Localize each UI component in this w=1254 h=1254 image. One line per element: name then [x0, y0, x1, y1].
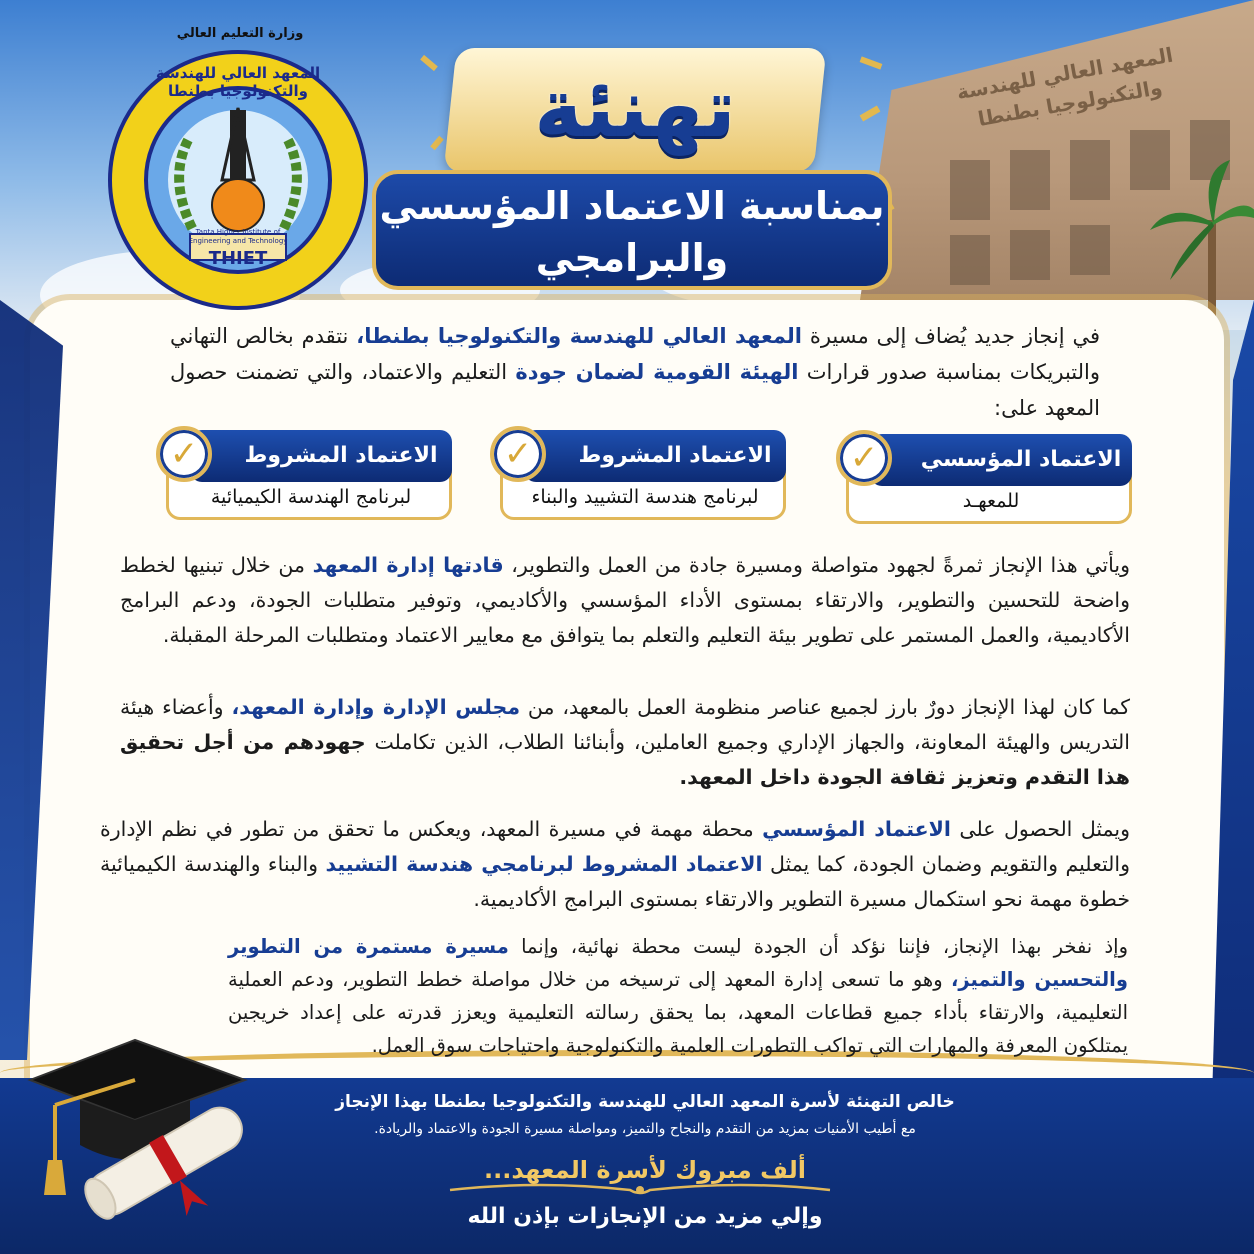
- paragraph-text: كما كان لهذا الإنجاز دورٌ بارز لجميع عناصر منظومة العمل بالمعهد، من: [520, 695, 1130, 719]
- logo-english-name: Tanta Higher Institute of Engineering and Technology: [188, 228, 288, 245]
- paragraph-highlight: الاعتماد المشروط لبرنامجي هندسة التشييد: [325, 852, 763, 876]
- building-sign: المعهد العالي للهندسة والتكنولوجيا بطنطا: [954, 42, 1175, 132]
- card-caption: لبرنامج الهندسة الكيميائية: [210, 486, 412, 508]
- paragraph-contributors: [120, 690, 1130, 795]
- palm-icon: [1150, 160, 1254, 320]
- accreditation-card-institutional: [836, 434, 1134, 524]
- paragraph-highlight: مجلس الإدارة وإدارة المعهد،: [231, 695, 521, 719]
- paragraph-text: وهو ما تسعى إدارة المعهد إلى ترسيخه من خلال مواصلة خطط التطوير، ودعم العملية التعليمية، والارتقاء بأداء جميع قطاعات المعهد، بما يحقق رسالته التعليمية ويعزز قدرته على إعداد خريجين يمتلكون المعرفة والمهارات التي تواكب التطورات العلمية والتكنولوجية واحتياجات سوق العمل.: [228, 968, 1128, 1057]
- paragraph-achievement: [120, 548, 1130, 653]
- intro-text: في إنجاز جديد يُضاف إلى مسيرة: [802, 324, 1101, 348]
- footer-message: [230, 1088, 1060, 1234]
- check-icon: ✓: [836, 430, 892, 486]
- subtitle-banner: [372, 170, 892, 290]
- footer-closing: وإلي مزيد من الإنجازات بإذن الله: [467, 1204, 823, 1229]
- subtitle-line-2: والبرامجي: [535, 236, 729, 280]
- paragraph-text: ويأتي هذا الإنجاز ثمرةً لجهود متواصلة ومسيرة جادة من العمل والتطوير،: [503, 553, 1130, 577]
- check-icon: ✓: [156, 426, 212, 482]
- gold-flourish: [440, 1180, 840, 1200]
- logo-abbreviation: THIET: [208, 248, 268, 269]
- card-caption: لبرنامج هندسة التشييد والبناء: [531, 486, 759, 508]
- footer-congrats-line: خالص التهنئة لأسرة المعهد العالي للهندسة والتكنولوجيا بطنطا بهذا الإنجاز: [335, 1092, 955, 1112]
- subtitle-line-1: بمناسبة الاعتماد المؤسسي: [379, 184, 885, 228]
- card-title: الاعتماد المشروط: [524, 430, 786, 482]
- paragraph-bold: جهودهم من أجل تحقيق هذا التقدم وتعزيز ثقافة الجودة داخل المعهد.: [120, 730, 1130, 789]
- card-title: الاعتماد المؤسسي: [870, 434, 1132, 486]
- paragraph-text: محطة مهمة في مسيرة المعهد، ويعكس ما تحقق من تطور في نظم الإدارة والتعليم والتقويم وضمان الجودة، كما يمثل: [100, 817, 1130, 876]
- logo-ring-text: المعهد العالي للهندسة والتكنولوجيا بطنطا: [155, 64, 321, 100]
- paragraph-text: ويمثل الحصول على: [950, 817, 1131, 841]
- authority-name: الهيئة القومية لضمان جودة: [515, 360, 799, 384]
- paragraph-highlight: الاعتماد المؤسسي: [762, 817, 951, 841]
- card-caption: للمعهـد: [962, 490, 1020, 512]
- paragraph-text: من خلال تبنيها لخطط واضحة للتحسين والتطوير، والارتقاء بمستوى الأداء المؤسسي والأكاديمي، وتوفير متطلبات الجودة، ودعم البرامج الأكاديمية، والعمل المستمر على تطوير بيئة التعليم والتعلم بما يتوافق مع معايير الاعتماد ومتطلبات المرحلة المقبلة.: [120, 553, 1130, 647]
- footer-mabrouk: ألف مبروك لأسرة المعهد...: [484, 1156, 806, 1184]
- paragraph-text: والبناء والهندسة الكيميائية خطوة مهمة نحو استكمال مسيرة التطوير والارتقاء بمستوى البرامج الأكاديمية.: [100, 852, 1130, 911]
- page-title: تهنئة: [534, 61, 736, 156]
- intro-text: نتقدم بخالص التهاني والتبريكات بمناسبة صدور قرارات: [170, 324, 1101, 384]
- paragraph-text: وأعضاء هيئة التدريس والهيئة المعاونة، والجهاز الإداري وجميع العاملين، وأبنائنا الطلاب، الذين تكاملت: [120, 695, 1130, 754]
- card-title: الاعتماد المشروط: [190, 430, 452, 482]
- intro-paragraph: [170, 318, 1100, 426]
- intro-text: التعليم والاعتماد، والتي تضمنت حصول المعهد على:: [170, 360, 1100, 420]
- check-icon: ✓: [490, 426, 546, 482]
- accreditation-card-construction: [490, 430, 788, 520]
- footer-wishes-line: مع أطيب الأمنيات بمزيد من التقدم والنجاح والتميز، ومواصلة مسيرة الجودة والاعتماد والريادة.: [374, 1121, 916, 1137]
- paragraph-highlight: مسيرة مستمرة من التطوير والتحسين والتميز،: [228, 935, 1128, 991]
- paragraph-quality: [228, 930, 1128, 1062]
- paragraph-institutional: [100, 812, 1130, 917]
- institute-name: المعهد العالي للهندسة والتكنولوجيا بطنطا،: [356, 324, 802, 348]
- paragraph-text: وإذ نفخر بهذا الإنجاز، فإننا نؤكد أن الجودة ليست محطة نهائية، وإنما: [508, 935, 1128, 958]
- accreditation-card-chemical: [156, 430, 454, 520]
- paragraph-highlight: قادتها إدارة المعهد: [312, 553, 504, 577]
- ministry-label: وزارة التعليم العالي: [176, 26, 304, 41]
